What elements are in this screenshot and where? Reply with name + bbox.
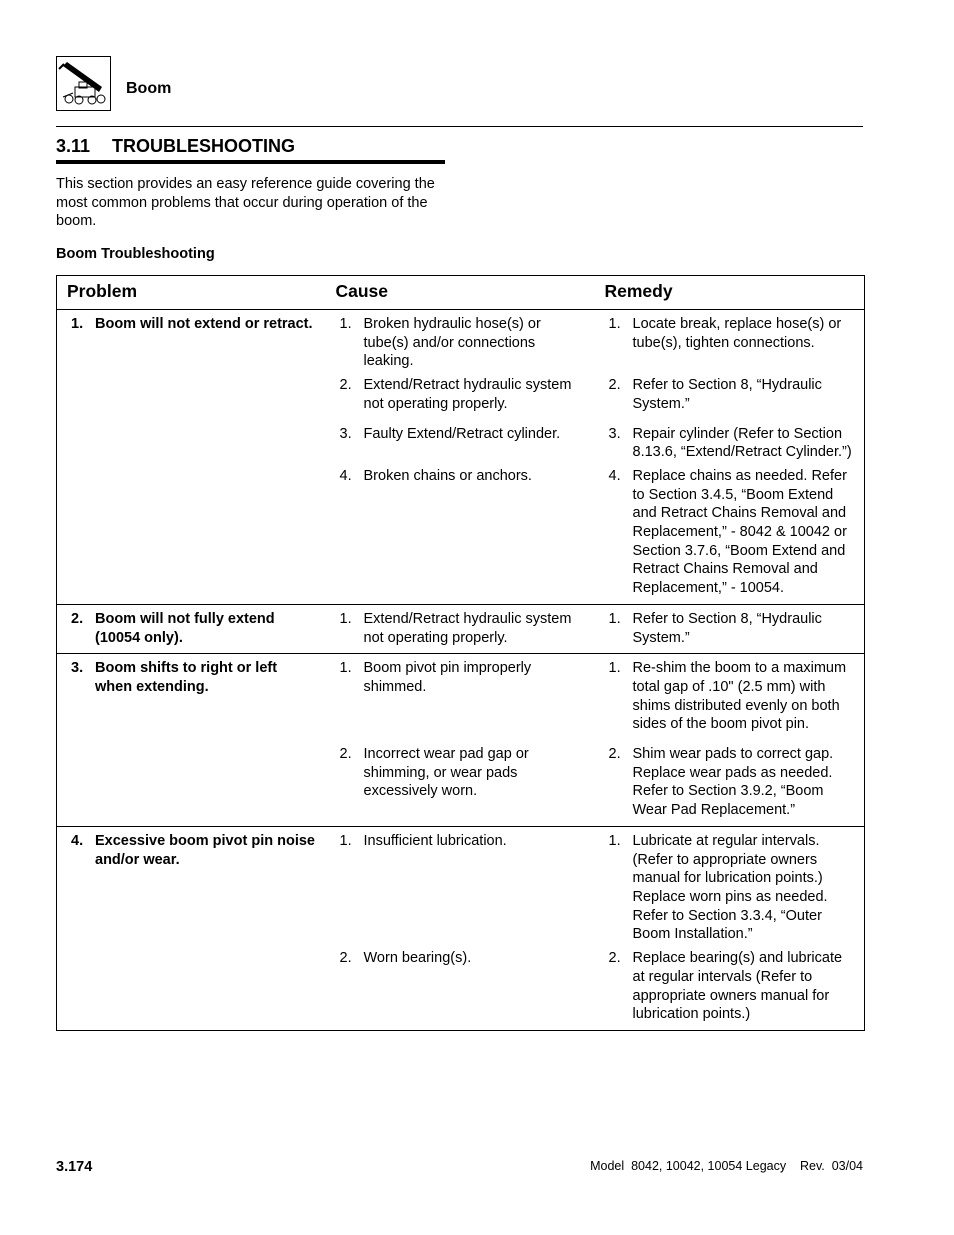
cause-item <box>326 425 595 444</box>
remedy-item <box>595 659 865 734</box>
cause-text: Boom pivot pin improperly shimmed. <box>363 660 532 695</box>
problem-item <box>57 832 326 869</box>
problem-cell <box>57 310 326 605</box>
model-revision: Model 8042, 10042, 10054 Legacy Rev. 03/04 <box>590 1159 863 1173</box>
remedy-number: 2. <box>608 950 621 967</box>
column-header-remedy: Remedy <box>595 276 865 310</box>
problem-number: 1. <box>71 316 84 332</box>
remedy-cell <box>595 944 865 1030</box>
remedy-number: 1. <box>608 316 621 332</box>
remedy-cell <box>595 734 865 826</box>
problem-number: 2. <box>71 610 84 627</box>
cause-item <box>326 376 595 413</box>
cause-item <box>326 659 595 696</box>
troubleshooting-table <box>56 275 865 1031</box>
remedy-text: Repair cylinder (Refer to Section 8.13.6, “Extend/Retract Cylinder.”) <box>632 425 852 461</box>
remedy-cell <box>595 826 865 944</box>
problem-item <box>57 659 326 696</box>
remedy-number: 1. <box>608 610 621 627</box>
cause-text: Extend/Retract hydraulic system not operating properly. <box>363 610 572 646</box>
cause-cell <box>326 310 595 372</box>
column-header-cause: Cause <box>326 276 595 310</box>
remedy-cell <box>595 371 865 413</box>
remedy-cell <box>595 310 865 372</box>
section-title <box>56 136 295 157</box>
remedy-text: Lubricate at regular intervals. (Refer to appropriate owners manual for lubrication points.) Replace worn pins as needed. Refer to Section 3.3.4, “Outer Boom Installation.” <box>632 832 828 943</box>
page-number: 3.174 <box>56 1159 93 1175</box>
remedy-text: Re-shim the boom to a maximum total gap of .10" (2.5 mm) with shims distributed evenly on both sides of the boom pivot pin. <box>632 660 847 733</box>
cause-number: 4. <box>339 467 352 484</box>
remedy-number: 2. <box>608 746 621 763</box>
cause-text: Worn bearing(s). <box>363 950 472 967</box>
cause-number: 1. <box>339 660 352 677</box>
remedy-text: Refer to Section 8, “Hydraulic System.” <box>632 377 822 412</box>
header-section-name: Boom <box>126 80 172 97</box>
cause-number: 3. <box>339 425 352 442</box>
problem-item <box>57 610 326 647</box>
cause-cell <box>326 414 595 462</box>
column-header-problem: Problem <box>57 276 326 310</box>
cause-text: Extend/Retract hydraulic system not operating properly. <box>363 377 572 412</box>
remedy-item <box>595 467 865 598</box>
problem-cell <box>57 604 326 653</box>
boom-lift-icon <box>56 56 111 111</box>
cause-text: Insufficient lubrication. <box>363 832 507 849</box>
remedy-item <box>595 315 865 352</box>
remedy-text: Refer to Section 8, “Hydraulic System.” <box>632 610 822 646</box>
remedy-text: Locate break, replace hose(s) or tube(s), tighten connections. <box>632 316 842 351</box>
cause-cell <box>326 654 595 734</box>
problem-cell <box>57 826 326 1030</box>
header-divider <box>56 126 863 127</box>
remedy-number: 1. <box>608 832 621 849</box>
cause-item <box>326 610 595 647</box>
remedy-item <box>595 832 865 944</box>
cause-cell <box>326 944 595 1030</box>
cause-number: 2. <box>339 746 352 763</box>
problem-text: Boom will not fully extend (10054 only). <box>95 610 275 646</box>
section-number: 3.11 <box>56 136 91 156</box>
section-title-text: TROUBLESHOOTING <box>112 136 295 156</box>
cause-item <box>326 745 595 801</box>
cause-text: Faulty Extend/Retract cylinder. <box>363 425 561 442</box>
cause-number: 1. <box>339 316 352 332</box>
remedy-cell <box>595 462 865 604</box>
cause-cell <box>326 462 595 604</box>
remedy-item <box>595 745 865 820</box>
problem-cell <box>57 654 326 827</box>
table-row <box>57 826 865 944</box>
cause-number: 2. <box>339 377 352 394</box>
remedy-number: 1. <box>608 660 621 677</box>
cause-item <box>326 315 595 371</box>
cause-cell <box>326 604 595 653</box>
cause-text: Broken chains or anchors. <box>363 467 532 484</box>
remedy-number: 3. <box>608 425 621 442</box>
problem-number: 4. <box>71 832 84 849</box>
cause-cell <box>326 734 595 826</box>
remedy-cell <box>595 414 865 462</box>
remedy-text: Shim wear pads to correct gap. Replace wear pads as needed. Refer to Section 3.9.2, “Boom Wear Pad Replacement.” <box>632 746 834 819</box>
remedy-text: Replace bearing(s) and lubricate at regular intervals (Refer to appropriate owners manual for lubrication points.) <box>632 950 843 1023</box>
table-row <box>57 310 865 372</box>
cause-number: 1. <box>339 832 352 849</box>
title-underline <box>56 160 445 164</box>
table-row <box>57 654 865 734</box>
problem-number: 3. <box>71 660 84 677</box>
cause-item <box>326 467 595 486</box>
problem-item <box>57 315 326 334</box>
remedy-item <box>595 610 865 647</box>
cause-item <box>326 949 595 968</box>
remedy-item <box>595 425 865 462</box>
cause-text: Broken hydraulic hose(s) or tube(s) and/or connections leaking. <box>363 316 541 370</box>
remedy-cell <box>595 604 865 653</box>
remedy-number: 2. <box>608 377 621 394</box>
cause-cell <box>326 371 595 413</box>
problem-text: Boom shifts to right or left when extending. <box>95 660 278 695</box>
cause-item <box>326 832 595 851</box>
intro-paragraph: This section provides an easy reference guide covering the most common problems that occur during operation of the boom. <box>56 176 435 230</box>
table-row <box>57 604 865 653</box>
table-header-row <box>57 276 865 310</box>
remedy-number: 4. <box>608 467 621 484</box>
cause-number: 2. <box>339 950 352 967</box>
cause-cell <box>326 826 595 944</box>
remedy-item <box>595 949 865 1024</box>
cause-number: 1. <box>339 610 352 627</box>
table-heading: Boom Troubleshooting <box>56 246 215 262</box>
remedy-cell <box>595 654 865 734</box>
remedy-item <box>595 376 865 413</box>
remedy-text: Replace chains as needed. Refer to Section 3.4.5, “Boom Extend and Retract Chains Removal and Replacement,” - 8042 & 10042 or Section 3.7.6, “Boom Extend and Retract Chains Removal and Replacement,” - 10054. <box>632 467 847 597</box>
problem-text: Excessive boom pivot pin noise and/or wear. <box>95 832 315 868</box>
cause-text: Incorrect wear pad gap or shimming, or wear pads excessively worn. <box>363 746 529 800</box>
problem-text: Boom will not extend or retract. <box>95 316 313 332</box>
